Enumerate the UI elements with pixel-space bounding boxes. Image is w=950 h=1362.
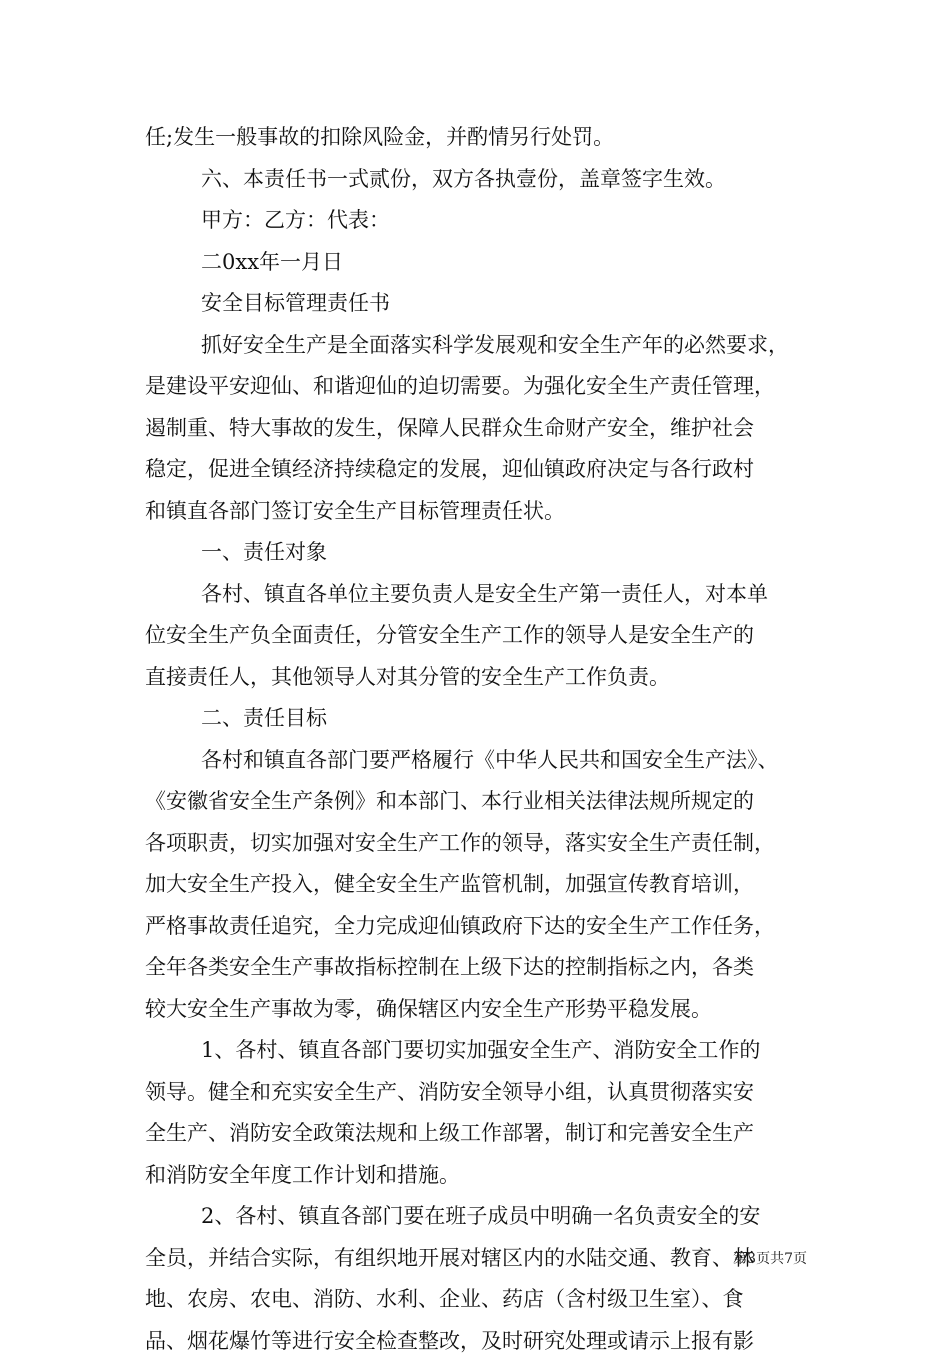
text-line: 2、各村、镇直各部门要在班子成员中明确一名负责安全的安 [145, 1196, 815, 1238]
text-line: 甲方：乙方：代表： [145, 200, 815, 242]
text-line: 全年各类安全生产事故指标控制在上级下达的控制指标之内，各类 [145, 947, 815, 989]
text-line: 品、烟花爆竹等进行安全检查整改，及时研究处理或请示上报有影 [145, 1321, 815, 1362]
text-line: 加大安全生产投入，健全安全生产监管机制，加强宣传教育培训， [145, 864, 815, 906]
text-line: 二0xx年一月日 [145, 242, 815, 284]
text-line: 各村和镇直各部门要严格履行《中华人民共和国安全生产法》、 [145, 740, 815, 782]
text-line: 和消防安全年度工作计划和措施。 [145, 1155, 815, 1197]
text-line: 较大安全生产事故为零，确保辖区内安全生产形势平稳发展。 [145, 989, 815, 1031]
text-line: 全生产、消防安全政策法规和上级工作部署，制订和完善安全生产 [145, 1113, 815, 1155]
text-line: 直接责任人，其他领导人对其分管的安全生产工作负责。 [145, 657, 815, 699]
text-line: 1、各村、镇直各部门要切实加强安全生产、消防安全工作的 [145, 1030, 815, 1072]
text-line: 《安徽省安全生产条例》和本部门、本行业相关法律法规所规定的 [145, 781, 815, 823]
text-line: 稳定，促进全镇经济持续稳定的发展，迎仙镇政府决定与各行政村 [145, 449, 815, 491]
text-line: 六、本责任书一式贰份，双方各执壹份，盖章签字生效。 [145, 159, 815, 201]
text-line: 和镇直各部门签订安全生产目标管理责任状。 [145, 491, 815, 533]
text-line: 是建设平安迎仙、和谐迎仙的迫切需要。为强化安全生产责任管理， [145, 366, 815, 408]
text-line: 位安全生产负全面责任，分管安全生产工作的领导人是安全生产的 [145, 615, 815, 657]
text-line: 严格事故责任追究，全力完成迎仙镇政府下达的安全生产工作任务， [145, 906, 815, 948]
text-line: 领导。健全和充实安全生产、消防安全领导小组，认真贯彻落实安 [145, 1072, 815, 1114]
page-number-footer: 第3页共7页 [733, 1248, 807, 1268]
text-line: 地、农房、农电、消防、水利、企业、药店（含村级卫生室）、食 [145, 1279, 815, 1321]
text-line: 二、责任目标 [145, 698, 815, 740]
text-line: 遏制重、特大事故的发生，保障人民群众生命财产安全，维护社会 [145, 408, 815, 450]
text-line: 各村、镇直各单位主要负责人是安全生产第一责任人，对本单 [145, 574, 815, 616]
text-line: 一、责任对象 [145, 532, 815, 574]
text-line: 抓好安全生产是全面落实科学发展观和安全生产年的必然要求， [145, 325, 815, 367]
text-line: 任;发生一般事故的扣除风险金，并酌情另行处罚。 [145, 117, 815, 159]
document-body [145, 117, 815, 1362]
text-line: 各项职责，切实加强对安全生产工作的领导，落实安全生产责任制， [145, 823, 815, 865]
text-line: 全员，并结合实际，有组织地开展对辖区内的水陆交通、教育、林 [145, 1238, 815, 1280]
text-line: 安全目标管理责任书 [145, 283, 815, 325]
